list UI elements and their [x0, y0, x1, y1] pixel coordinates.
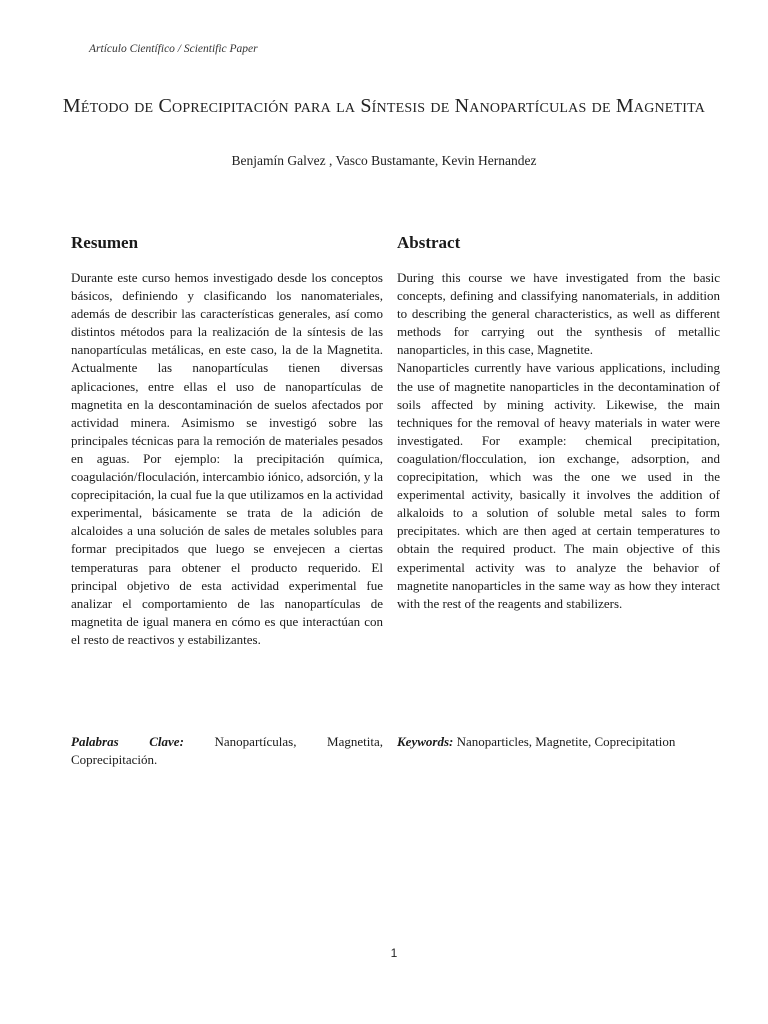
keywords-es-text: Nanopartículas, Magnetita, Coprecipitación. [71, 734, 383, 768]
page-number: 1 [390, 946, 398, 960]
abstract-heading: Abstract [397, 233, 461, 252]
resumen-section [71, 232, 383, 649]
resumen-heading: Resumen [71, 233, 139, 252]
keywords-es-label: Palabras Clave: [71, 734, 184, 749]
abstract-paragraph: During this course we have investigated from the basic concepts, defining and classifying nanomaterials, in addition to describing the general characteristics, as well as different methods for carrying out the synthesis of metallic nanoparticles, in this case, Magnetite. [397, 270, 720, 358]
abstract-paragraph: Nanoparticles currently have various applications, including the use of magnetite nanoparticles in the decontamination of soils affected by mining activity. Likewise, the main techniques for the removal of heavy materials in water were investigated. For example: chemical precipitation, coagulation/flocculation, ion exchange, adsorption, and coprecipitation, which was the one we used in the experimental activity, basically it involves the addition of alkaloids to a solution of soluble metal sales to form precipitates. which are then aged at certain temperatures to obtain the required product. The main objective of this experimental activity was to analyze the behavior of magnetite nanoparticles in the same way as how they interact with the rest of the reagents and stabilizers. [397, 360, 720, 611]
author-list: Benjamín Galvez , Vasco Bustamante, Kevin Hernandez [231, 153, 537, 168]
keywords-en-label: Keywords: [397, 734, 454, 749]
journal-header-note: Artículo Científico / Scientific Paper [89, 43, 258, 55]
resumen-text: Durante este curso hemos investigado desde los conceptos básicos, definiendo y clasificando los nanomateriales, además de describir las características generales, así como distintos métodos para la realización de la síntesis de las nanopartículas metálicas, en este caso, la de la Magnetita. Actualmente las nanopartículas tienen diversas aplicaciones, entre ellas el uso de nanopartículas de magnetita en la descontaminación de suelos afectados por actividad minera. Asimismo se investigó sobre las principales técnicas para la remoción de materiales pesados en aguas. Por ejemplo: la precipitación química, coagulación/floculación, intercambio iónico, adsorción, y la coprecipitación, la cual fue la que utilizamos en la actividad experimental, básicamente se trata de la adición de alcaloides a una solución de sales de metales solubles para formar precipitados que luego se envejecen a ciertas temperaturas para obtener el producto requerido. El principal objetivo de esta actividad experimental fue analizar el comportamiento de las nanopartículas de magnetita de igual manera en cómo es que interactúan con el resto de reactivos y estabilizantes. [71, 270, 383, 647]
keywords-en-text: Nanoparticles, Magnetite, Coprecipitation [453, 734, 676, 749]
keywords-en [397, 733, 727, 751]
abstract-section [397, 232, 720, 613]
paper-title: Método de Coprecipitación para la Síntesis de Nanopartículas de Magnetita [62, 95, 706, 117]
keywords-es [71, 733, 383, 769]
